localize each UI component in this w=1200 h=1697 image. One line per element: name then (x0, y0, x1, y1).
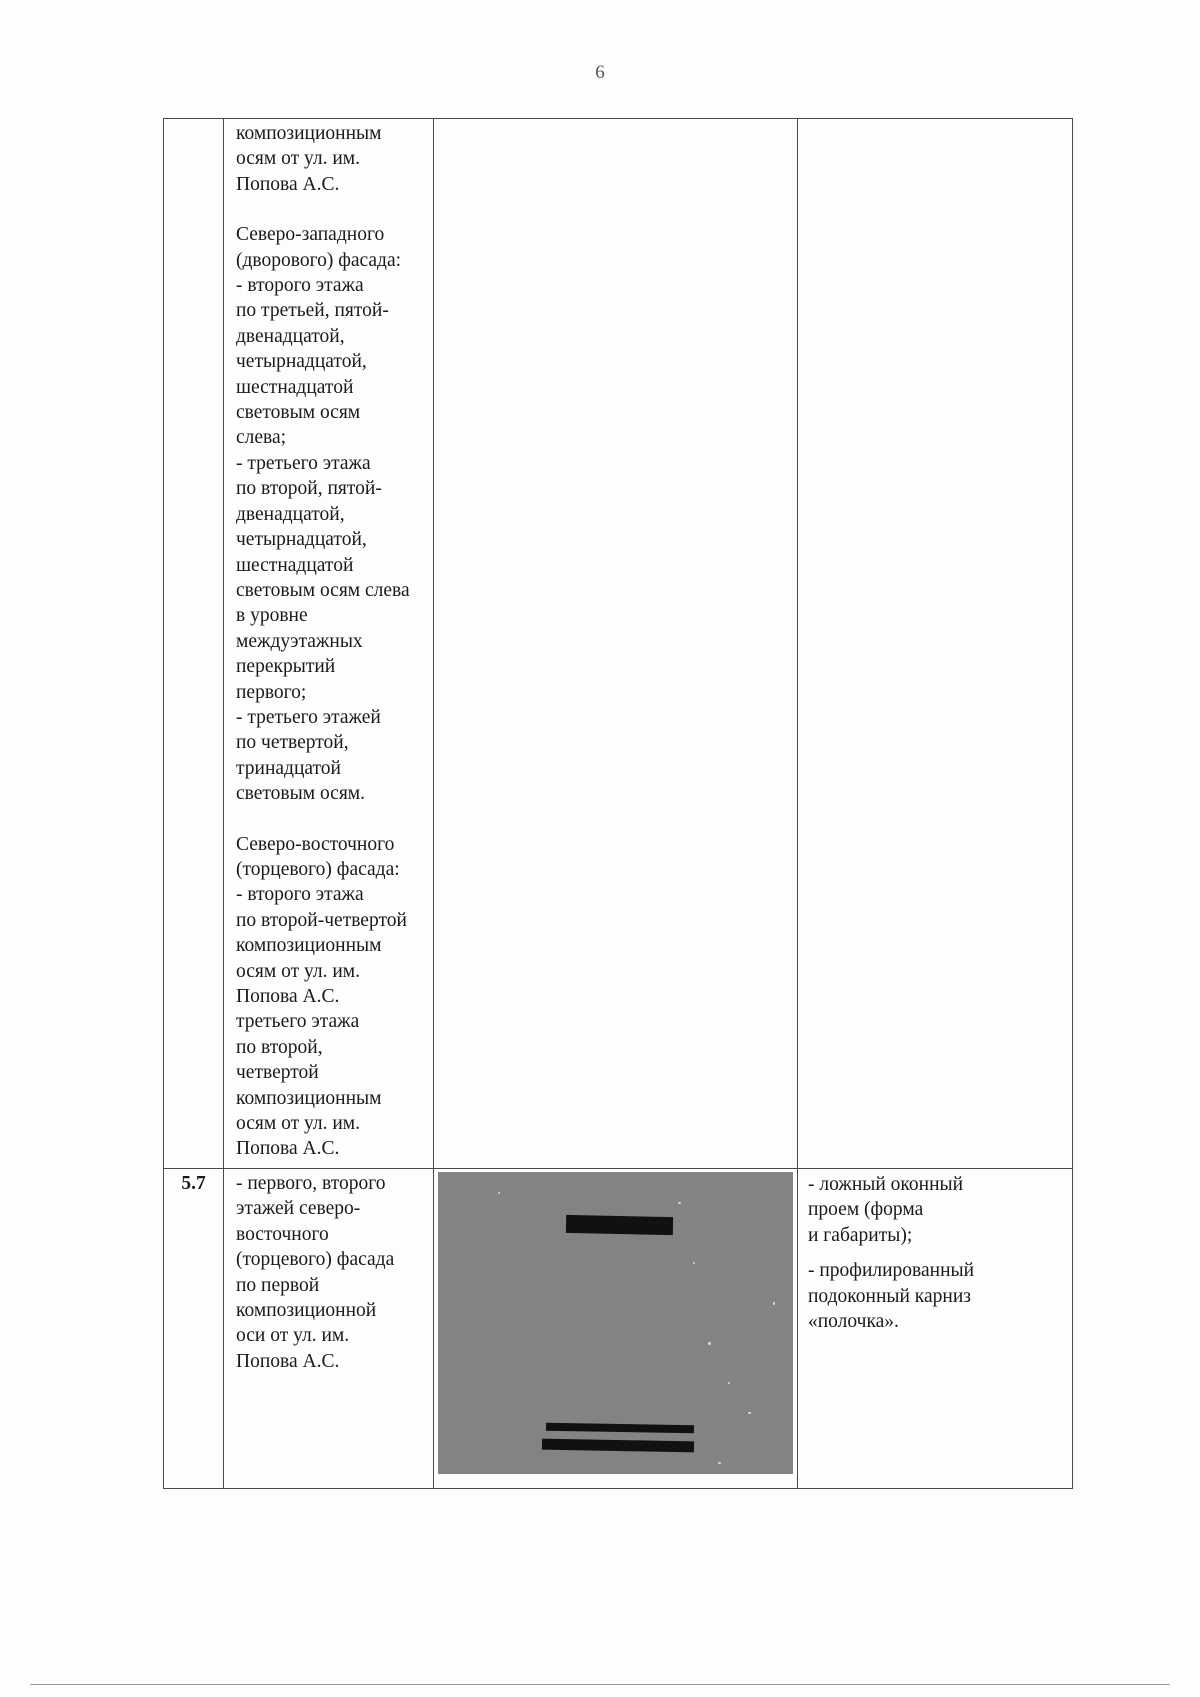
feature-line: подоконный карниз (808, 1285, 971, 1307)
description-text (224, 1169, 433, 1378)
description-line: Попова А.С. (236, 1350, 340, 1372)
description-line: световым осям. (236, 783, 366, 805)
description-line: восточного (236, 1223, 329, 1245)
feature-item (808, 1258, 1066, 1334)
feature-item (808, 1172, 1066, 1248)
description-line: осям от ул. им. (236, 1113, 360, 1135)
description-line: шестнадцатой (236, 376, 354, 398)
description-line: по третьей, пятой- (236, 300, 389, 322)
description-text (224, 119, 433, 1166)
description-line: Северо-восточного (236, 833, 395, 855)
description-line: двенадцатой, (236, 503, 345, 525)
description-line: по второй, (236, 1036, 323, 1058)
description-line: первого; (236, 681, 307, 703)
description-line: по первой (236, 1274, 320, 1296)
features-cell-empty (798, 119, 1073, 1169)
feature-line: «полочка». (808, 1311, 899, 1333)
description-line: этажей северо- (236, 1198, 361, 1220)
description-line: осям от ул. им. (236, 960, 360, 982)
description-line: четырнадцатой, (236, 529, 367, 551)
description-line: - второго этажа (236, 275, 364, 297)
description-line: слева; (236, 427, 287, 449)
description-line: Северо-западного (236, 224, 385, 246)
description-line: осям от ул. им. (236, 148, 360, 170)
description-line: (торцевого) фасада: (236, 858, 400, 880)
description-line: световым осям (236, 402, 361, 424)
paragraph-gap (236, 807, 427, 832)
photo-cell (434, 1169, 798, 1489)
facade-photo (438, 1172, 793, 1474)
description-line: - третьего этажа (236, 452, 371, 474)
description-line: композиционным (236, 935, 382, 957)
description-line: - первого, второго (236, 1173, 386, 1194)
description-line: по второй-четвертой (236, 909, 407, 931)
description-line: световым осям слева (236, 579, 410, 601)
page-number: 6 (595, 62, 605, 83)
description-cell (224, 119, 434, 1169)
description-line: (дворового) фасада: (236, 249, 402, 271)
description-line: композиционным (236, 123, 382, 144)
description-line: композиционным (236, 1087, 382, 1109)
table-row-5-7 (164, 1169, 1073, 1489)
description-line: в уровне (236, 605, 308, 627)
description-cell (224, 1169, 434, 1489)
description-line: перекрытий (236, 656, 336, 678)
feature-line: и габариты); (808, 1224, 913, 1246)
description-line: оси от ул. им. (236, 1325, 350, 1347)
protected-elements-table (163, 118, 1073, 1489)
description-line: четвертой (236, 1062, 319, 1084)
feature-line: - ложный оконный (808, 1174, 964, 1195)
description-line: третьего этажа (236, 1011, 360, 1033)
description-line: - второго этажа (236, 884, 364, 906)
description-line: - третьего этажей (236, 706, 381, 728)
description-line: Попова А.С. (236, 173, 340, 195)
description-line: четырнадцатой, (236, 351, 367, 373)
description-line: шестнадцатой (236, 554, 354, 576)
description-line: Попова А.С. (236, 1138, 340, 1160)
paragraph-gap (236, 197, 427, 222)
description-line: междуэтажных (236, 630, 363, 652)
feature-line: - профилированный (808, 1260, 975, 1282)
number-cell-empty (164, 119, 224, 1169)
description-line: композиционной (236, 1300, 377, 1322)
description-line: Попова А.С. (236, 986, 340, 1007)
description-line: (торцевого) фасада (236, 1249, 395, 1271)
photo-cell-empty (434, 119, 798, 1169)
description-line: тринадцатой (236, 757, 341, 779)
row-number: 5.7 (164, 1169, 224, 1489)
scan-edge-line (30, 1684, 1170, 1685)
continuation-row (164, 119, 1073, 1169)
features-cell (798, 1169, 1073, 1489)
description-line: по четвертой, (236, 732, 349, 754)
description-line: по второй, пятой- (236, 478, 382, 500)
features-text (798, 1169, 1072, 1348)
description-line: двенадцатой, (236, 325, 345, 347)
feature-line: проем (форма (808, 1199, 924, 1221)
